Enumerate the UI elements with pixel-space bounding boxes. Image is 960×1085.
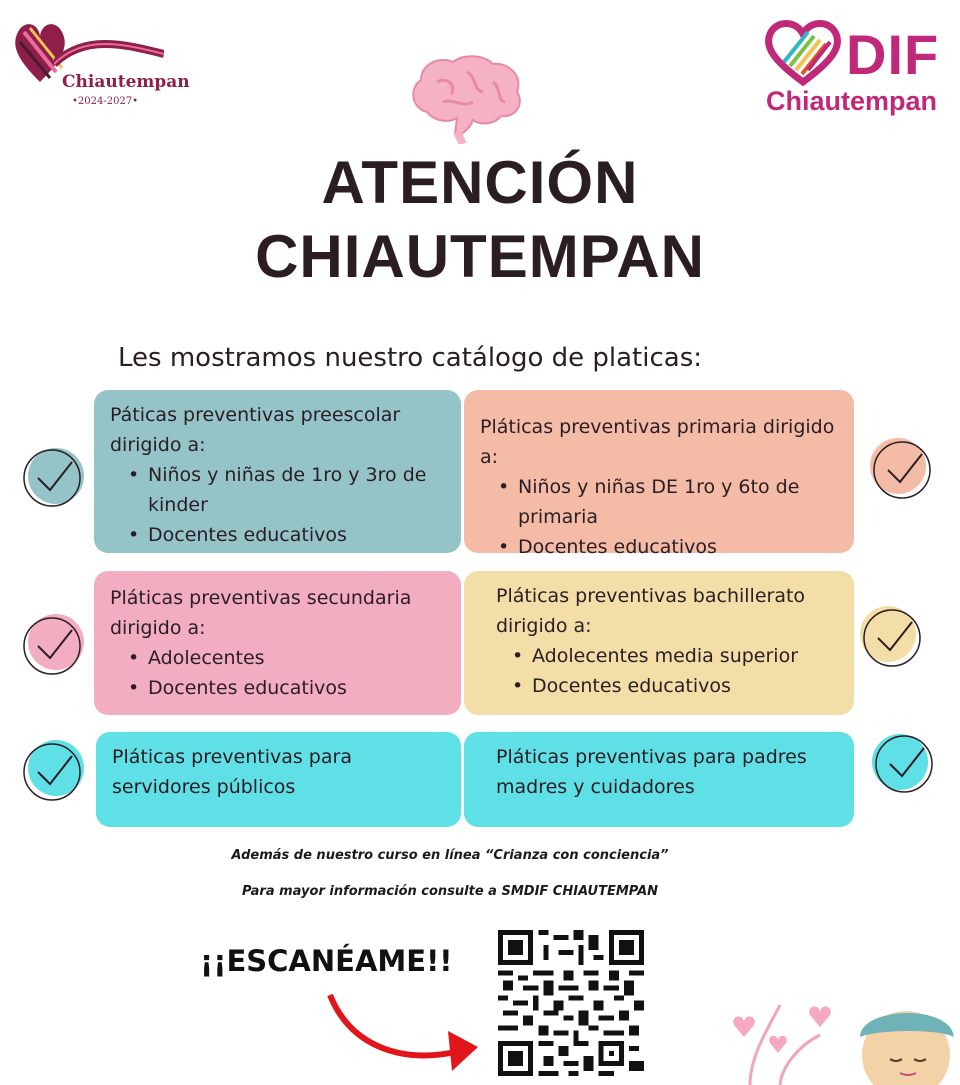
card-padres	[464, 732, 854, 827]
list-item: • Adolecentes media superior	[532, 641, 838, 671]
card-bachillerato	[464, 571, 854, 715]
page-title-line1: ATENCIÓN	[321, 149, 639, 216]
dif-logo	[762, 18, 952, 118]
qr-code[interactable]	[498, 930, 644, 1076]
scan-label: ¡¡ESCANÉAME!!	[200, 944, 453, 978]
list-item: • Docentes educativos	[148, 520, 445, 550]
card-list	[480, 472, 838, 562]
card-title: Pláticas preventivas bachillerato dirigido a:	[496, 585, 806, 637]
card-list	[110, 643, 445, 703]
list-item: • Docentes educativos	[148, 673, 445, 703]
check-icon	[20, 444, 86, 510]
brain-icon	[407, 52, 525, 144]
info-note: Para mayor información consulte a SMDIF CHIAUTEMPAN	[241, 884, 659, 899]
card-title: Pláticas preventivas primaria dirigido a:	[480, 416, 835, 468]
list-item: • Docentes educativos	[532, 671, 838, 701]
list-item: • Adolecentes	[148, 643, 445, 673]
course-note: Además de nuestro curso en línea “Crianza con conciencia”	[231, 848, 669, 863]
logo-left-years: •2024-2027•	[72, 96, 139, 107]
card-secundaria	[94, 571, 461, 715]
card-title: Pláticas preventivas para servidores públicos	[112, 746, 352, 798]
card-title: Páticas preventivas preescolar dirigido a:	[110, 404, 401, 456]
check-icon	[20, 612, 86, 678]
list-item: • Niños y niñas DE 1ro y 6to de primaria	[518, 472, 838, 532]
arrow-icon	[320, 985, 490, 1085]
list-item: • Niños y niñas de 1ro y 3ro de kinder	[148, 460, 445, 520]
check-icon	[20, 738, 86, 804]
list-item: • Docentes educativos	[518, 532, 838, 562]
check-icon	[870, 730, 936, 796]
card-list	[110, 460, 445, 550]
card-primaria	[464, 390, 854, 558]
chiautempan-logo	[10, 12, 190, 107]
logo-right-dif: DIF	[846, 23, 940, 86]
page-title-line2: CHIAUTEMPAN	[255, 223, 705, 290]
intro-text: Les mostramos nuestro catálogo de platicas:	[118, 343, 702, 373]
card-preescolar	[94, 390, 461, 553]
card-title: Pláticas preventivas secundaria dirigido a:	[110, 587, 412, 639]
check-icon	[868, 436, 934, 502]
card-title: Pláticas preventivas para padres madres y cuidadores	[496, 746, 807, 798]
card-servidores	[96, 732, 461, 827]
decorative-illustration	[710, 985, 960, 1085]
logo-left-name: Chiautempan	[62, 72, 190, 92]
heart-stripes-icon	[762, 18, 844, 86]
check-icon	[858, 604, 924, 670]
sarape-band	[54, 34, 164, 74]
logo-right-name: Chiautempan	[766, 86, 938, 116]
card-list	[496, 641, 838, 701]
